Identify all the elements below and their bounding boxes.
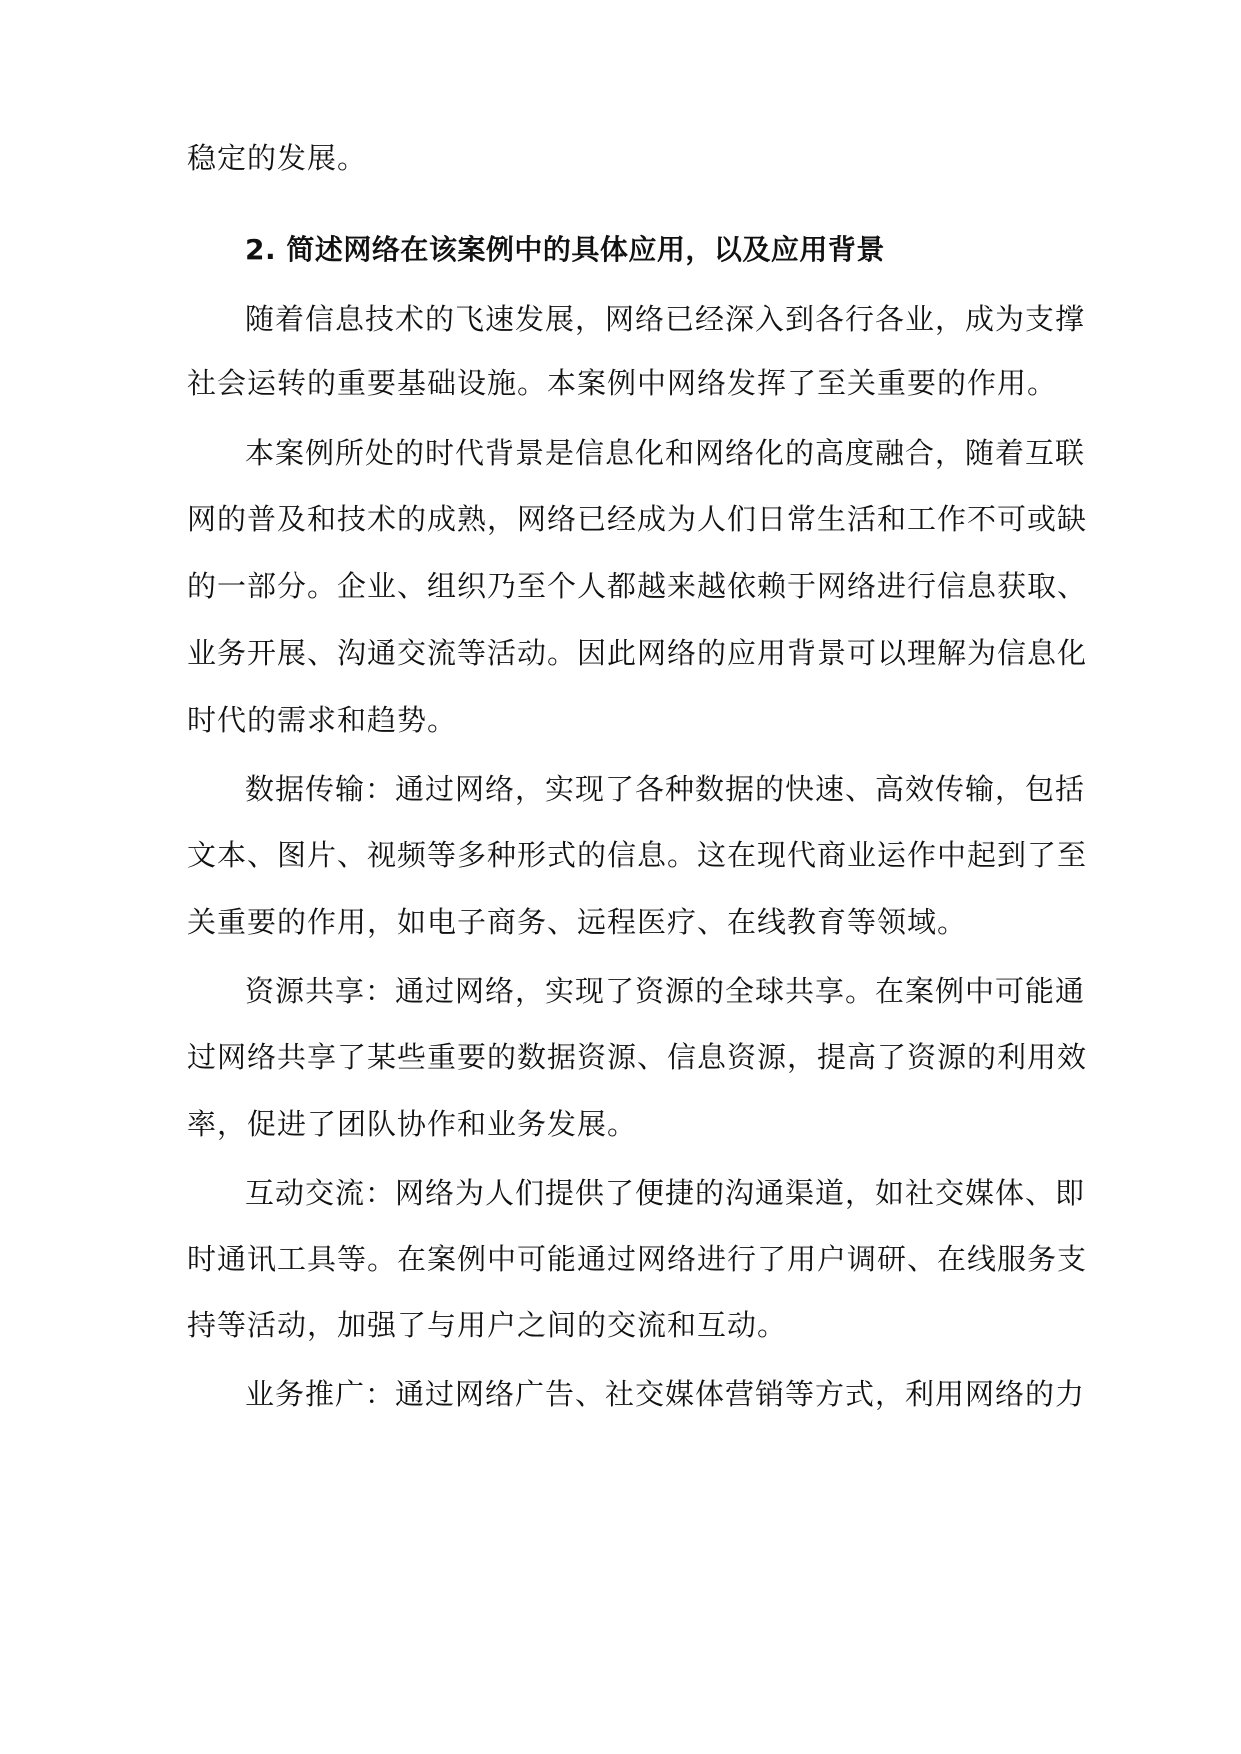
paragraph-line: 数据传输：通过网络，实现了各种数据的快速、高效传输，包括 — [245, 772, 1086, 806]
paragraph-line: 的一部分。企业、组织乃至个人都越来越依赖于网络进行信息获取、 — [187, 569, 1088, 603]
paragraph-line: 关重要的作用，如电子商务、远程医疗、在线教育等领域。 — [187, 905, 968, 939]
paragraph-line: 业务开展、沟通交流等活动。因此网络的应用背景可以理解为信息化 — [187, 636, 1088, 670]
paragraph-line: 持等活动，加强了与用户之间的交流和互动。 — [187, 1308, 788, 1342]
paragraph-line: 本案例所处的时代背景是信息化和网络化的高度融合，随着互联 — [245, 436, 1086, 470]
paragraph-line: 过网络共享了某些重要的数据资源、信息资源，提高了资源的利用效 — [187, 1040, 1088, 1074]
paragraph-line: 社会运转的重要基础设施。本案例中网络发挥了至关重要的作用。 — [187, 366, 1058, 400]
paragraph-line: 文本、图片、视频等多种形式的信息。这在现代商业运作中起到了至 — [187, 838, 1088, 872]
paragraph-line: 资源共享：通过网络，实现了资源的全球共享。在案例中可能通 — [245, 974, 1086, 1008]
paragraph-line: 网的普及和技术的成熟，网络已经成为人们日常生活和工作不可或缺 — [187, 502, 1088, 536]
paragraph-line: 率，促进了团队协作和业务发展。 — [187, 1107, 638, 1141]
paragraph-line: 时代的需求和趋势。 — [187, 703, 458, 737]
paragraph-line: 互动交流：网络为人们提供了便捷的沟通渠道，如社交媒体、即 — [245, 1176, 1086, 1210]
section-heading: 2. 简述网络在该案例中的具体应用，以及应用背景 — [245, 233, 885, 266]
paragraph-line: 随着信息技术的飞速发展，网络已经深入到各行各业，成为支撑 — [245, 302, 1086, 336]
paragraph-line: 时通讯工具等。在案例中可能通过网络进行了用户调研、在线服务支 — [187, 1242, 1088, 1276]
opening-fragment: 稳定的发展。 — [187, 141, 368, 175]
paragraph-line: 业务推广：通过网络广告、社交媒体营销等方式，利用网络的力 — [245, 1377, 1086, 1411]
